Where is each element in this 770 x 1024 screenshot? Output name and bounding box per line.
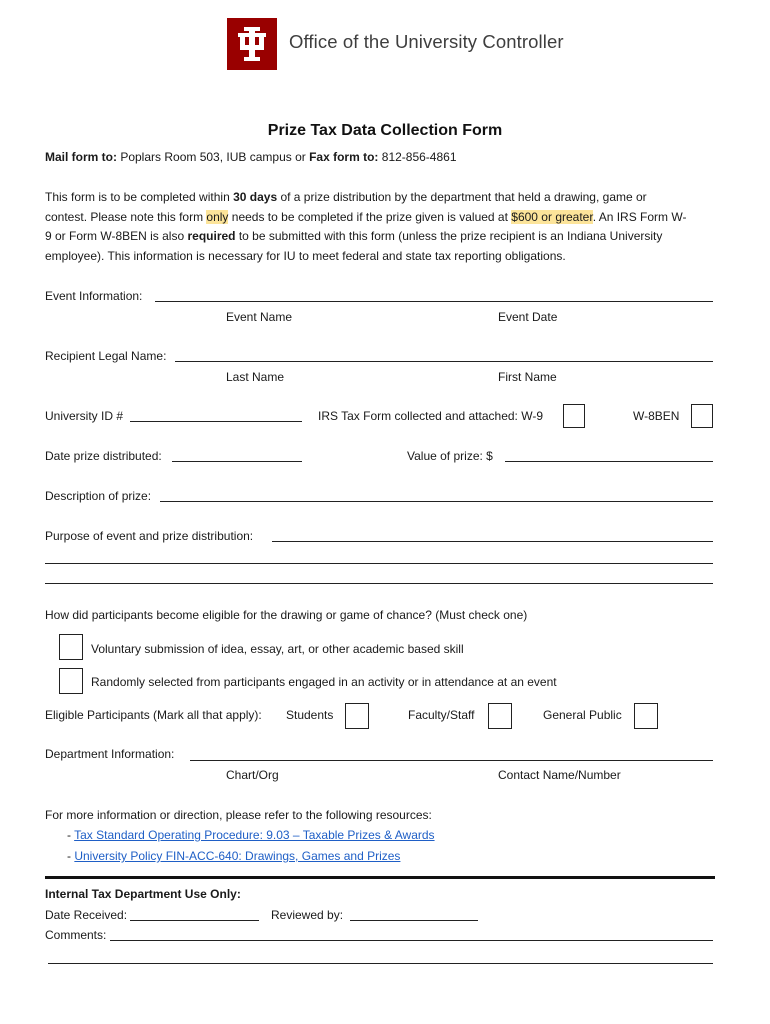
fax-label: Fax form to: [309,150,379,164]
resource-item-2: - University Policy FIN-ACC-640: Drawings, Games and Prizes [67,849,401,863]
description-label: Description of prize: [45,489,152,503]
policy-link[interactable]: University Policy FIN-ACC-640: Drawings, Games and Prizes [74,849,401,863]
event-date-caption: Event Date [498,310,558,324]
purpose-label: Purpose of event and prize distribution: [45,529,254,543]
contact-caption: Contact Name/Number [498,768,621,782]
date-received-field[interactable] [130,920,259,921]
date-distributed-field[interactable] [172,461,302,462]
recipient-field[interactable] [175,361,713,362]
event-info-label: Event Information: [45,289,143,303]
iu-logo [227,18,277,70]
university-id-field[interactable] [130,421,302,422]
w9-checkbox[interactable] [563,404,585,428]
faculty-checkbox[interactable] [488,703,512,729]
students-label: Students [286,708,334,722]
intro-line-3: 9 or Form W-8BEN is also required to be submitted with this form (unless the prize recipient is an Indiana University [45,229,663,244]
first-name-caption: First Name [498,370,557,384]
internal-heading: Internal Tax Department Use Only: [45,887,241,901]
resource-item-1: - Tax Standard Operating Procedure: 9.03 – Taxable Prizes & Awards [67,828,435,842]
reviewed-by-field[interactable] [350,920,478,921]
public-checkbox[interactable] [634,703,658,729]
comments-label: Comments: [45,928,107,942]
irs-form-label: IRS Tax Form collected and attached: W-9 [318,409,543,423]
section-divider [45,876,715,879]
description-field[interactable] [160,501,713,502]
recipient-label: Recipient Legal Name: [45,349,167,363]
trident-icon [227,18,277,70]
taxable-prizes-link[interactable]: Tax Standard Operating Procedure: 9.03 – Taxable Prizes & Awards [74,828,435,842]
w8ben-checkbox[interactable] [691,404,713,428]
eligible-participants-label: Eligible Participants (Mark all that apply): [45,708,262,722]
intro-line-2: contest. Please note this form only needs to be completed if the prize given is valued at $600 or greater. An IRS Form W- [45,209,687,224]
resources-intro: For more information or direction, please refer to the following resources: [45,808,432,822]
voluntary-checkbox[interactable] [59,634,83,660]
page-title: Prize Tax Data Collection Form [267,122,503,139]
department-label: Department Information: [45,747,175,761]
purpose-field[interactable] [272,541,713,542]
comments-field[interactable] [110,940,713,941]
faculty-label: Faculty/Staff [408,708,475,722]
date-received-label: Date Received: [45,908,128,922]
eligibility-question: How did participants become eligible for the drawing or game of chance? (Must check one) [45,608,528,622]
mail-label: Mail form to: [45,150,117,164]
university-id-label: University ID # [45,409,124,423]
students-checkbox[interactable] [345,703,369,729]
org-name: Office of the University Controller [289,31,564,52]
mail-text: Poplars Room 503, IUB campus or [117,150,310,164]
mail-fax-line [45,150,457,164]
comments-field-line-2[interactable] [48,963,713,964]
chart-org-caption: Chart/Org [226,768,279,782]
value-field[interactable] [505,461,713,462]
purpose-field-line-3[interactable] [45,583,713,584]
event-info-field[interactable] [155,301,713,302]
random-checkbox[interactable] [59,668,83,694]
voluntary-label: Voluntary submission of idea, essay, art, or other academic based skill [91,642,464,656]
department-field[interactable] [190,760,713,761]
intro-paragraph [45,188,725,267]
random-label: Randomly selected from participants engaged in an activity or in attendance at an event [91,675,557,689]
last-name-caption: Last Name [226,370,285,384]
fax-text: 812-856-4861 [378,150,457,164]
intro-line-4: employee). This information is necessary for IU to meet federal and state tax reporting obligations. [45,249,566,264]
intro-line-1: This form is to be completed within 30 days of a prize distribution by the department that held a drawing, game or [45,190,647,204]
date-distributed-label: Date prize distributed: [45,449,162,463]
public-label: General Public [543,708,622,722]
w8ben-label: W-8BEN [633,409,680,423]
purpose-field-line-2[interactable] [45,563,713,564]
value-label: Value of prize: $ [407,449,493,463]
event-name-caption: Event Name [226,310,293,324]
reviewed-by-label: Reviewed by: [271,908,344,922]
